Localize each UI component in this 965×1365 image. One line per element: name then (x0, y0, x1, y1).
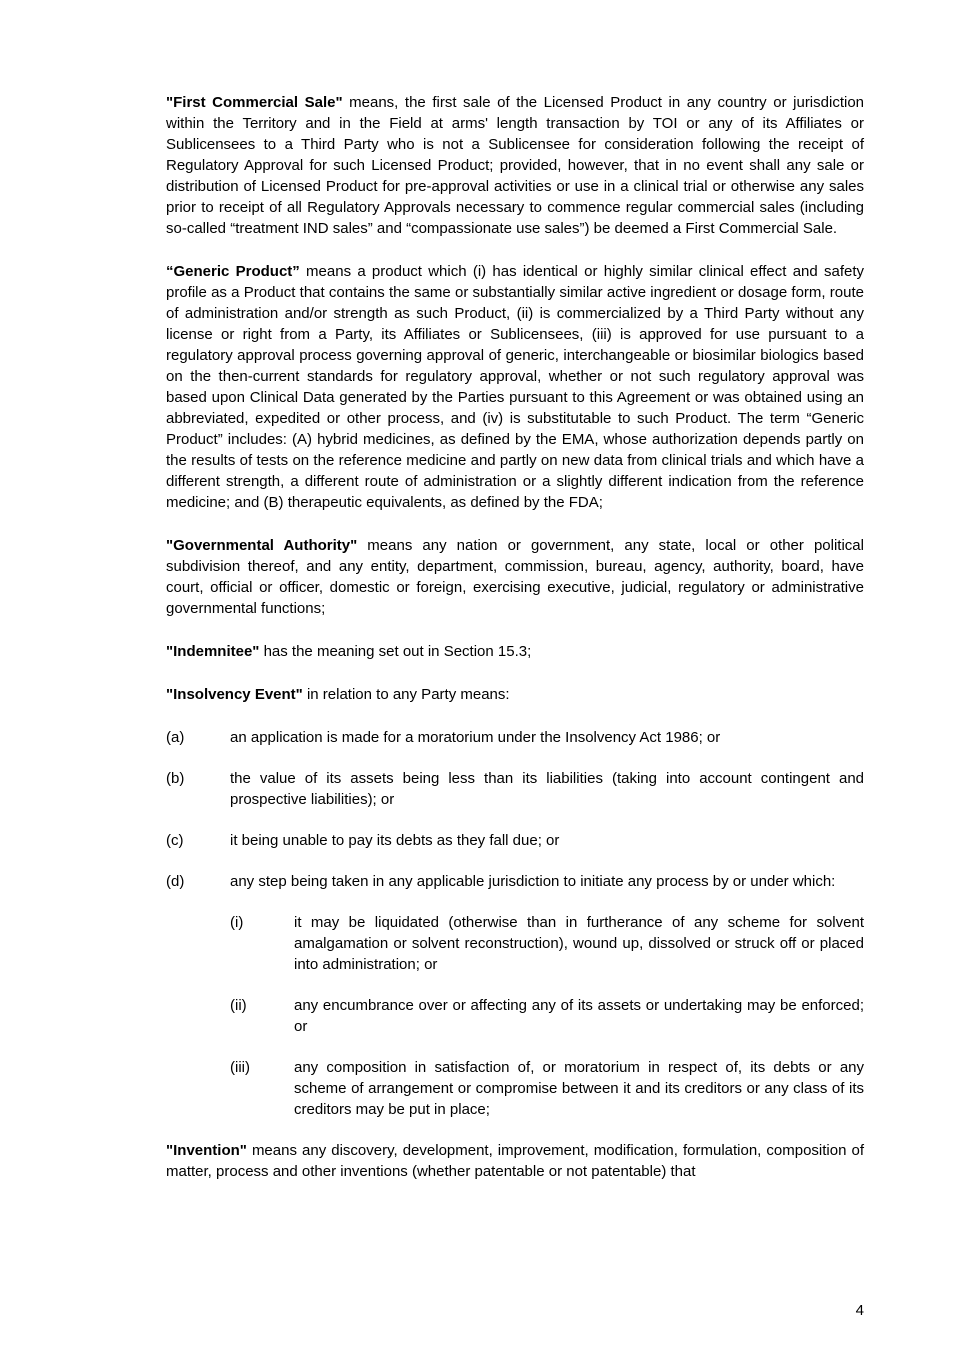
list-item-text: it being unable to pay its debts as they fall due; or (230, 832, 560, 849)
definition-term: "Invention" (166, 1142, 247, 1159)
definition-first-commercial-sale (166, 92, 864, 239)
list-marker: (ii) (230, 997, 247, 1014)
definition-term: “Generic Product” (166, 263, 300, 280)
list-item-a (166, 727, 864, 748)
definition-term: "First Commercial Sale" (166, 94, 343, 111)
list-item-text: it may be liquidated (otherwise than in furtherance of any scheme for solvent amalgamation or solvent reconstruction), wound up, dissolved or struck off or placed into administration; or (294, 914, 864, 973)
definition-body: means a product which (i) has identical or highly similar clinical effect and safety profile as a Product that contains the same or substantially similar active ingredient or dosage form, route of administration and/or strength as such Product, (ii) is commercialized by a Third Party without any license or right from a Party, its Affiliates or Sublicensees, (iii) is approved for use pursuant to a regulatory approval process governing approval of generic, interchangeable or biosimilar biologics based on the then-current standards for regulatory approval, whether or not such regulatory approval was based upon Clinical Data generated by the Parties pursuant to this Agreement or was obtained using an abbreviated, expedited or other process, and (iv) is substitutable to such Product. The term “Generic Product” includes: (A) hybrid medicines, as defined by the EMA, whose authorization depends partly on the results of tests on the reference medicine and partly on new data from clinical trials and which have a different strength, a different route of administration or a slightly different indication from the reference medicine; and (B) therapeutic equivalents, as defined by the FDA; (166, 263, 865, 511)
definition-body: has the meaning set out in Section 15.3; (259, 643, 532, 660)
definition-term: "Insolvency Event" (166, 686, 303, 703)
list-item-d (166, 871, 864, 892)
definition-indemnitee (166, 641, 864, 662)
definition-body: means any discovery, development, improvement, modification, formulation, composition of matter, process and other inventions (whether patentable or not patentable) that (166, 1142, 864, 1180)
list-item-text: any encumbrance over or affecting any of its assets or undertaking may be enforced; or (294, 997, 864, 1035)
sublist-item-iii (230, 1057, 864, 1120)
list-marker: (c) (166, 832, 184, 849)
definition-generic-product (166, 261, 864, 513)
definition-body: means, the first sale of the Licensed Product in any country or jurisdiction within the Territory and in the Field at arms' length transaction by TOI or any of its Affiliates or Sublicensees to a Third Party who is not a Sublicensee for consideration following the receipt of Regulatory Approval for such Licensed Product; provided, however, that in no event shall any sale or distribution of Licensed Product for pre-approval activities or use in a clinical trial or otherwise any sales prior to receipt of all Regulatory Approvals necessary to commence regular commercial sales (including so-called “treatment IND sales” and “compassionate use sales”) be deemed a First Commercial Sale. (166, 94, 864, 237)
definition-term: "Governmental Authority" (166, 537, 358, 554)
sublist-item-i (230, 912, 864, 975)
definition-body: in relation to any Party means: (302, 686, 510, 703)
definition-insolvency-event (166, 684, 864, 705)
definition-body: means any nation or government, any state, local or other political subdivision thereof, and any entity, department, commission, bureau, agency, authority, board, have court, official or officer, domestic or foreign, exercising executive, judicial, regulatory or administrative governmental functions; (166, 537, 864, 617)
sublist-item-ii (230, 995, 864, 1037)
list-item-text: an application is made for a moratorium under the Insolvency Act 1986; or (230, 729, 721, 746)
list-marker: (a) (166, 729, 185, 746)
list-item-text: the value of its assets being less than its liabilities (taking into account contingent and prospective liabilities); or (230, 770, 864, 808)
list-item-text: any composition in satisfaction of, or moratorium in respect of, its debts or any scheme of arrangement or compromise between it and its creditors or any class of its creditors may be put in place; (294, 1059, 864, 1118)
list-marker: (b) (166, 770, 185, 787)
list-marker: (iii) (230, 1059, 250, 1076)
list-item-b (166, 768, 864, 810)
list-marker: (d) (166, 873, 185, 890)
list-marker: (i) (230, 914, 244, 931)
page-number: 4 (855, 1302, 864, 1319)
list-item-text: any step being taken in any applicable jurisdiction to initiate any process by or under which: (230, 873, 836, 890)
definition-term: "Indemnitee" (166, 643, 260, 660)
definition-invention (166, 1140, 864, 1182)
list-item-c (166, 830, 864, 851)
definition-governmental-authority (166, 535, 864, 619)
